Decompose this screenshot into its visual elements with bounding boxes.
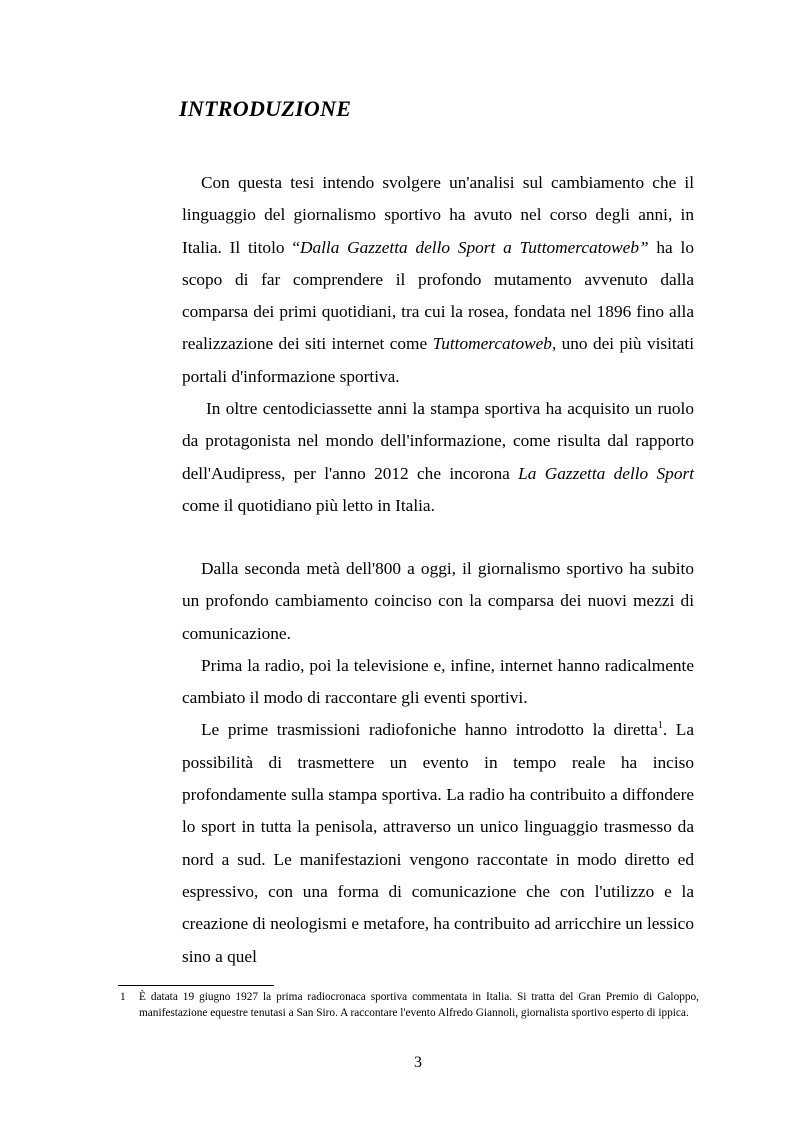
paragraph-text: . La possibilità di trasmettere un evento in tempo reale ha inciso profondamente sulla stampa sportiva. La radio ha contribuito a diffondere lo sport in tutta la penisola, attraverso un unico linguaggio trasmesso da nord a sud. Le manifestazioni vengono raccontate in modo diretto ed espressivo, con una forma di comunicazione che con l'utilizzo e la creazione di neologismi e metafore, ha contribuito ad arricchire un lessico sino a quel bbox=[182, 720, 695, 966]
site-name: Tuttomercatoweb bbox=[432, 334, 552, 354]
paragraph-text: come il quotidiano più letto in Italia. bbox=[182, 495, 435, 515]
intro-block bbox=[182, 167, 694, 522]
paragraph-radio bbox=[182, 714, 694, 972]
paragraph-text: Le prime trasmissioni radiofoniche hanno introdotto la diretta bbox=[201, 720, 658, 740]
paragraph-media: Prima la radio, poi la televisione e, infine, internet hanno radicalmente cambiato il modo di raccontare gli eventi sportivi. bbox=[182, 655, 694, 708]
footnote bbox=[120, 989, 699, 1021]
history-block bbox=[182, 553, 694, 973]
paragraph-text: , uno dei più visitati portali d'informazione sportiva. bbox=[182, 334, 694, 386]
paragraph-text: Con questa tesi intendo svolgere un'analisi sul cambiamento che il linguaggio del giornalismo sportivo ha avuto nel corso degli anni, in Italia. Il titolo “ bbox=[182, 173, 694, 257]
paragraph-text: In oltre centodiciassette anni la stampa sportiva ha acquisito un ruolo da protagonista nel mondo dell'informazione, come risulta dal rapporto dell'Audipress, per l'anno 2012 che incorona bbox=[182, 399, 694, 483]
footnote-text: È datata 19 giugno 1927 la prima radiocronaca sportiva commentata in Italia. Si tratta del Gran Premio di Galoppo, manifestazione equestre tenutasi a San Siro. A raccontare l'evento Alfredo Giannoli, giornalista sportivo esperto di ippica. bbox=[139, 991, 699, 1019]
page-number: 3 bbox=[414, 1054, 422, 1071]
footnote-reference: 1 bbox=[657, 720, 663, 732]
paragraph-history: Dalla seconda metà dell'800 a oggi, il giornalismo sportivo ha subito un profondo cambiamento coinciso con la comparsa dei nuovi mezzi di comunicazione. bbox=[182, 559, 694, 643]
paragraph-text: ha lo scopo di far comprendere il profondo mutamento avvenuto dalla comparsa dei primi quotidiani, tra cui la rosea, fondata nel 1896 fino alla realizzazione dei siti internet come bbox=[182, 237, 694, 354]
thesis-title: Dalla Gazzetta dello Sport a Tuttomercatoweb” bbox=[300, 237, 649, 257]
footnote-separator bbox=[118, 985, 274, 986]
paragraph-thesis bbox=[182, 167, 694, 393]
footnote-number: 1 bbox=[120, 991, 126, 1003]
paragraph-audipress bbox=[182, 393, 694, 522]
page-title: INTRODUZIONE bbox=[179, 96, 352, 121]
newspaper-name: La Gazzetta dello Sport bbox=[518, 463, 694, 483]
